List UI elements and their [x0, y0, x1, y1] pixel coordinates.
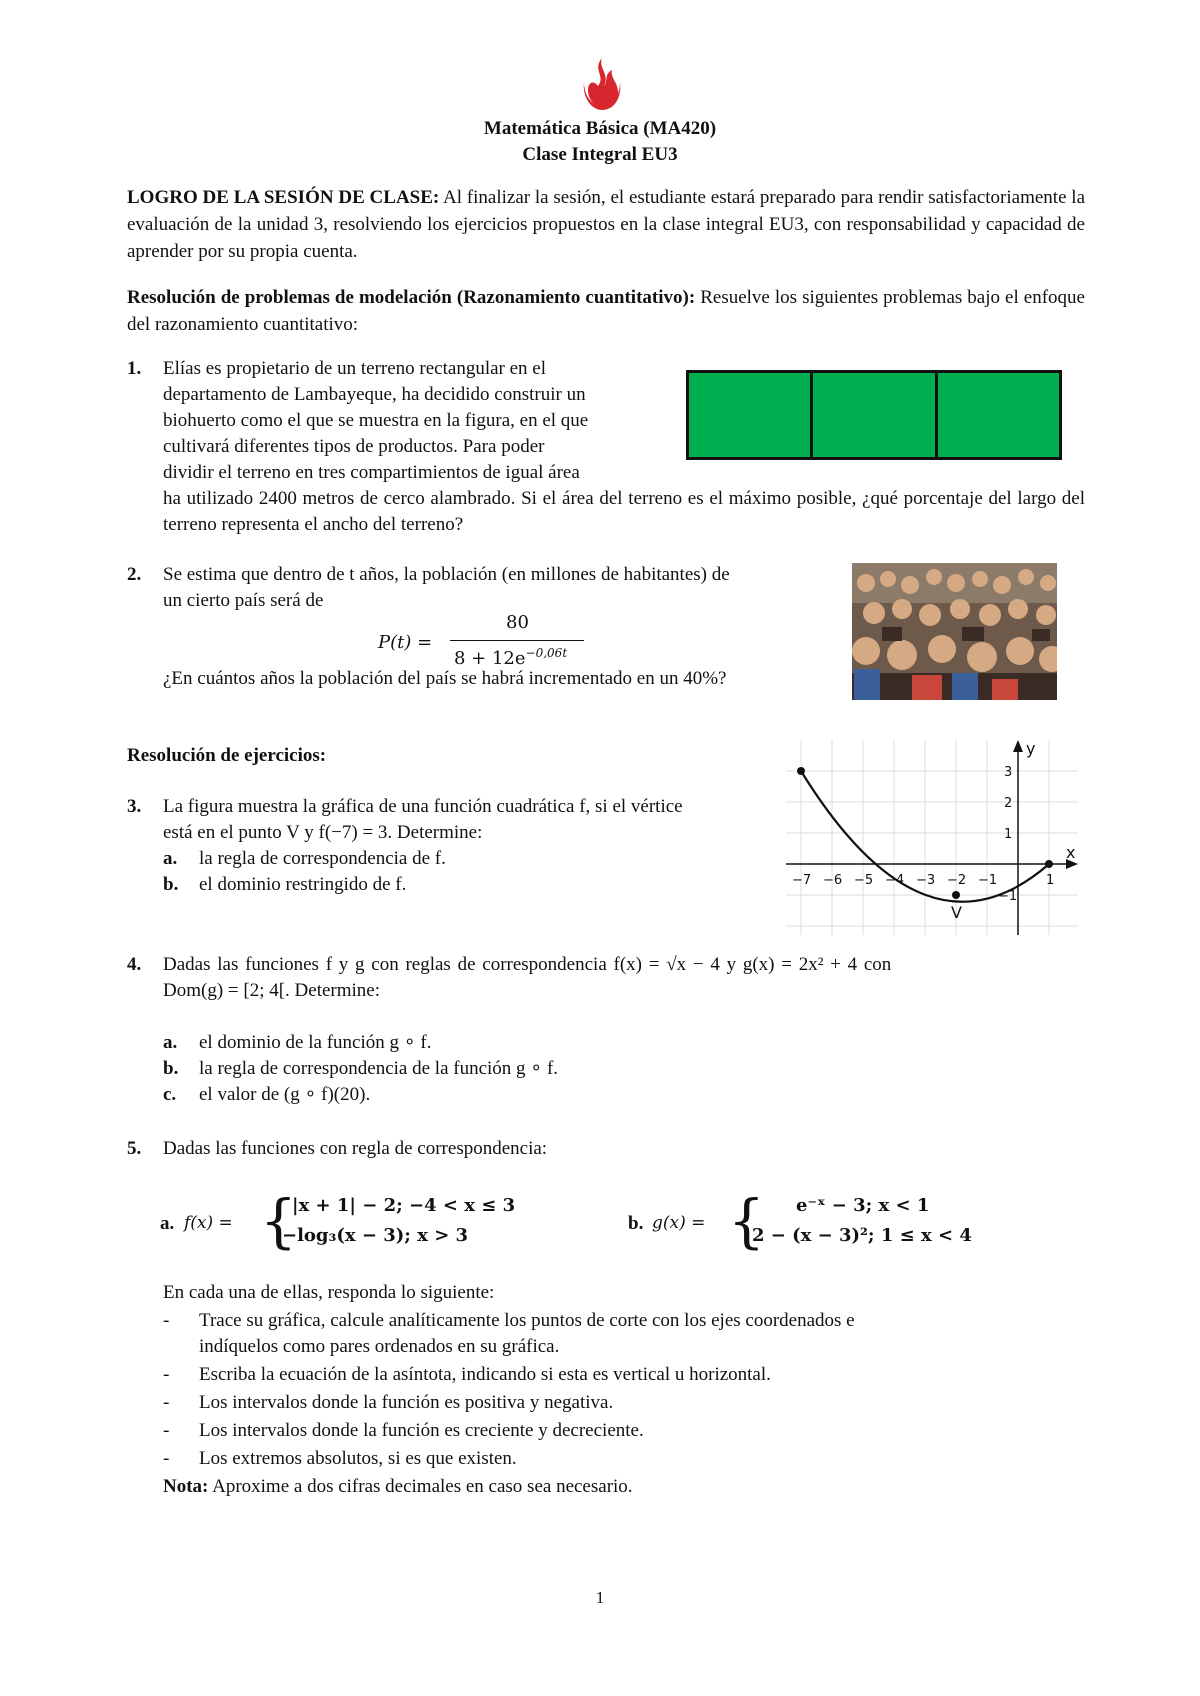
fb-label: b.	[628, 1213, 644, 1234]
x-tick: −7	[792, 873, 812, 888]
question-3-b: b. el dominio restringido de f.	[163, 874, 407, 895]
crowd-photo	[852, 563, 1057, 700]
compartment	[813, 373, 937, 457]
question-4-b: b. la regla de correspondencia de la función g ∘ f.	[163, 1058, 559, 1079]
question-4-line2: Dom(g) = [2; 4[. Determine:	[163, 980, 381, 1001]
brace: {	[728, 1187, 765, 1255]
q5-item: - Escriba la ecuación de la asíntota, indicando si esta es vertical u horizontal.	[163, 1364, 771, 1385]
question-2-question: ¿En cuántos años la población del país se habrá incrementado en un 40%?	[163, 668, 727, 689]
x-tick: 1	[1046, 873, 1055, 888]
fa-case2: −log₃(x − 3); x > 3	[282, 1225, 469, 1246]
session-title: Clase Integral EU3	[522, 144, 678, 165]
q5-item: - Los extremos absolutos, si es que existen.	[163, 1448, 517, 1469]
q1-line: departamento de Lambayeque, ha decidido construir un	[163, 384, 586, 405]
q5-item: - Los intervalos donde la función es creciente y decreciente.	[163, 1420, 644, 1441]
question-5-note: Nota: Aproxime a dos cifras decimales en caso sea necesario.	[163, 1476, 633, 1497]
fa-lhs: f(x) =	[184, 1213, 233, 1233]
question-4-c: c. el valor de (g ∘ f)(20).	[163, 1084, 371, 1105]
question-5-number: 5.	[127, 1138, 142, 1159]
question-5-instruction: En cada una de ellas, responda lo siguiente:	[163, 1282, 495, 1303]
ejercicios-heading: Resolución de ejercicios:	[127, 745, 327, 766]
question-1-number: 1.	[127, 358, 142, 379]
compartment	[938, 373, 1059, 457]
x-tick: −5	[854, 873, 874, 888]
question-3-line1: La figura muestra la gráfica de una función cuadrática f, si el vértice	[163, 796, 683, 817]
y-tick: −1	[998, 889, 1018, 904]
modelacion-paragraph	[127, 284, 1085, 338]
compartment	[689, 373, 813, 457]
question-4-a: a. el dominio de la función g ∘ f.	[163, 1032, 432, 1053]
brace: {	[260, 1187, 297, 1255]
y-axis-label: y	[1026, 740, 1036, 758]
question-2-line2: un cierto país será de	[163, 590, 324, 611]
question-3-a: a. la regla de correspondencia de f.	[163, 848, 446, 869]
logro-text: Al finalizar la sesión, el estudiante estará preparado para rendir satisfactoriamente la evaluación de la unidad 3, resolviendo los ejercicios propuestos en la clase integral EU3, con responsabilidad y capacidad de aprender por su propia cuenta.	[127, 187, 1086, 262]
quadratic-graph	[786, 740, 1086, 935]
y-tick: 2	[1004, 796, 1013, 811]
logro-label: LOGRO DE LA SESIÓN DE CLASE:	[127, 187, 440, 208]
x-axis-label: x	[1066, 843, 1076, 862]
question-3-line2: está en el punto V y f(−7) = 3. Determine:	[163, 822, 483, 843]
formula-denominator: $8 + 12e^{-0,06t}$	[454, 646, 568, 669]
question-1-text	[163, 356, 657, 486]
logro-paragraph	[127, 184, 1085, 265]
fa-case1: |x + 1| − 2; −4 < x ≤ 3	[292, 1195, 516, 1216]
q5-item: - Trace su gráfica, calcule analíticamente los puntos de corte con los ejes coordenados e	[163, 1310, 855, 1331]
q1-line: cultivará diferentes tipos de productos. Para poder	[163, 436, 545, 457]
question-2-line1: Se estima que dentro de t años, la población (en millones de habitantes) de	[163, 564, 730, 585]
fb-case1: e⁻ˣ − 3; x < 1	[796, 1195, 930, 1216]
x-tick: −3	[916, 873, 936, 888]
y-tick: 3	[1004, 765, 1013, 780]
page-number: 1	[595, 1588, 605, 1607]
question-4-number: 4.	[127, 954, 142, 975]
vertex-label: V	[951, 903, 962, 922]
modelacion-text: Resuelve los siguientes problemas bajo el enfoque del razonamiento cuantitativo:	[127, 287, 1085, 335]
fb-lhs: g(x) =	[652, 1213, 706, 1233]
x-tick: −2	[947, 873, 967, 888]
question-1-rest: ha utilizado 2400 metros de cerco alambrado. Si el área del terreno es el máximo posible, ¿qué porcentaje del largo del terreno representa el ancho del terreno?	[163, 488, 1085, 535]
q5-item-cont: indíquelos como pares ordenados en su gráfica.	[199, 1336, 560, 1357]
x-tick: −6	[823, 873, 843, 888]
course-title: Matemática Básica (MA420)	[483, 118, 717, 139]
formula-numerator: 80	[506, 612, 529, 633]
modelacion-label: Resolución de problemas de modelación (Razonamiento cuantitativo):	[127, 287, 696, 308]
q1-line: biohuerto como el que se muestra en la figura, en el que	[163, 410, 589, 431]
x-tick: −4	[885, 873, 905, 888]
q5-item: - Los intervalos donde la función es positiva y negativa.	[163, 1392, 614, 1413]
fa-label: a.	[160, 1213, 175, 1234]
x-tick: −1	[978, 873, 998, 888]
fb-case2: 2 − (x − 3)²; 1 ≤ x < 4	[752, 1225, 972, 1246]
biohuerto-figure	[686, 370, 1062, 460]
formula-lhs: P(t) =	[378, 632, 433, 653]
question-2-number: 2.	[127, 564, 142, 585]
question-5-intro: Dadas las funciones con regla de correspondencia:	[163, 1138, 548, 1159]
question-3-number: 3.	[127, 796, 142, 817]
university-logo	[572, 52, 632, 112]
fraction-bar	[450, 640, 584, 641]
q1-line: dividir el terreno en tres compartimientos de igual área	[163, 462, 580, 483]
question-4-line1: Dadas las funciones f y g con reglas de correspondencia f(x) = √x − 4 y g(x) = 2x² + 4 con	[163, 954, 892, 975]
y-tick: 1	[1004, 827, 1013, 842]
q1-line: Elías es propietario de un terreno rectangular en el	[163, 358, 546, 379]
